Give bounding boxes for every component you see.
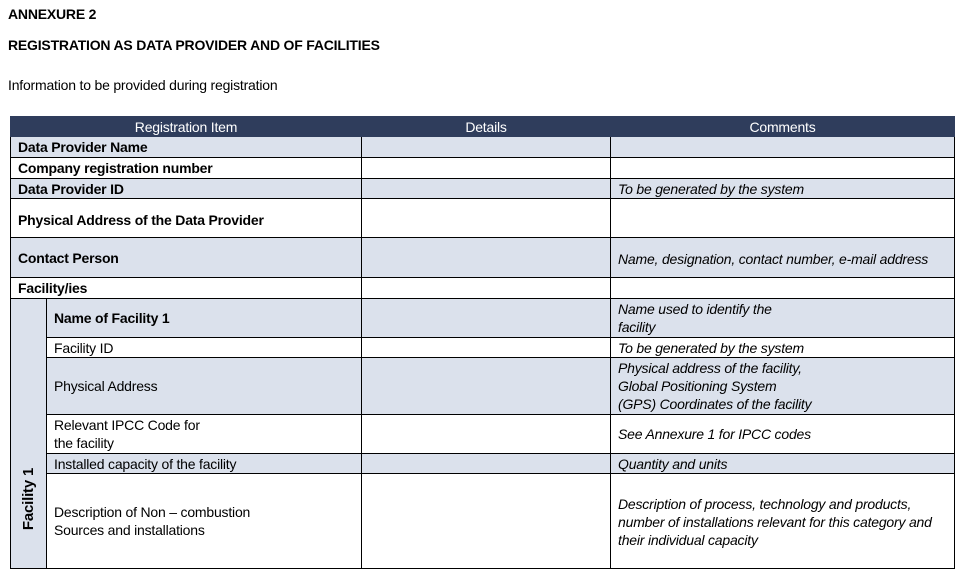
comment-line: facility <box>618 319 656 335</box>
label-line: Relevant IPCC Code for <box>54 417 200 433</box>
comments-cell: Quantity and units <box>611 454 955 474</box>
intro-text: Information to be provided during registration <box>8 77 278 93</box>
row-label-data-provider-name: Data Provider Name <box>11 137 362 158</box>
details-cell[interactable] <box>362 299 611 338</box>
row-label-data-provider-id: Data Provider ID <box>11 179 362 199</box>
page-title: REGISTRATION AS DATA PROVIDER AND OF FACILITIES <box>8 37 380 53</box>
label-line: Sources and installations <box>54 522 205 538</box>
table-row <box>11 358 955 415</box>
comment-line: Physical address of the facility, <box>618 360 802 376</box>
comments-cell <box>611 358 955 415</box>
details-cell[interactable] <box>362 137 611 158</box>
table-row <box>11 474 955 569</box>
comments-cell <box>611 137 955 158</box>
registration-table <box>10 116 955 569</box>
comments-cell <box>611 278 955 299</box>
table-row <box>11 158 955 179</box>
table-row <box>11 338 955 358</box>
details-cell[interactable] <box>362 238 611 278</box>
row-label-ipcc-code <box>47 415 362 454</box>
row-label-facilities: Facility/ies <box>11 278 362 299</box>
annexure-heading: ANNEXURE 2 <box>8 6 97 22</box>
table-row <box>11 299 955 338</box>
label-line: Description of Non – combustion <box>54 504 251 520</box>
row-label-non-combustion <box>47 474 362 569</box>
comments-cell <box>611 474 955 569</box>
row-label-contact-person: Contact Person <box>11 238 362 278</box>
column-header-details: Details <box>362 117 611 137</box>
row-label-company-registration: Company registration number <box>11 158 362 179</box>
details-cell[interactable] <box>362 158 611 179</box>
details-cell[interactable] <box>362 338 611 358</box>
comments-cell <box>611 299 955 338</box>
details-cell[interactable] <box>362 278 611 299</box>
comment-line: Name used to identify the <box>618 301 772 317</box>
comment-line: Description of process, technology and products, <box>618 496 912 512</box>
column-header-registration-item: Registration Item <box>11 117 362 137</box>
details-cell[interactable] <box>362 415 611 454</box>
details-cell[interactable] <box>362 179 611 199</box>
comments-cell: To be generated by the system <box>611 338 955 358</box>
column-header-comments: Comments <box>611 117 955 137</box>
comments-cell <box>611 158 955 179</box>
comments-cell <box>611 199 955 238</box>
comment-line: number of installations relevant for this category and <box>618 514 932 530</box>
label-line: the facility <box>54 435 114 451</box>
comments-cell: Name, designation, contact number, e-mail address <box>611 238 955 278</box>
table-header-row <box>11 117 955 137</box>
details-cell[interactable] <box>362 199 611 238</box>
row-label-name-of-facility: Name of Facility 1 <box>47 299 362 338</box>
details-cell[interactable] <box>362 474 611 569</box>
table-row <box>11 454 955 474</box>
table-row <box>11 179 955 199</box>
facility-group-label-cell <box>11 299 47 569</box>
comment-line: (GPS) Coordinates of the facility <box>618 396 812 412</box>
table-row <box>11 278 955 299</box>
comment-line: Global Positioning System <box>618 378 777 394</box>
row-label-installed-capacity: Installed capacity of the facility <box>47 454 362 474</box>
row-label-physical-address-data-provider: Physical Address of the Data Provider <box>11 199 362 238</box>
details-cell[interactable] <box>362 358 611 415</box>
row-label-facility-id: Facility ID <box>47 338 362 358</box>
table-row <box>11 238 955 278</box>
details-cell[interactable] <box>362 454 611 474</box>
comments-cell: See Annexure 1 for IPCC codes <box>611 415 955 454</box>
comment-line: their individual capacity <box>618 532 758 548</box>
table-row <box>11 199 955 238</box>
table-row <box>11 137 955 158</box>
row-label-physical-address: Physical Address <box>47 358 362 415</box>
comments-cell: To be generated by the system <box>611 179 955 199</box>
table-row <box>11 415 955 454</box>
facility-group-label: Facility 1 <box>19 467 37 531</box>
